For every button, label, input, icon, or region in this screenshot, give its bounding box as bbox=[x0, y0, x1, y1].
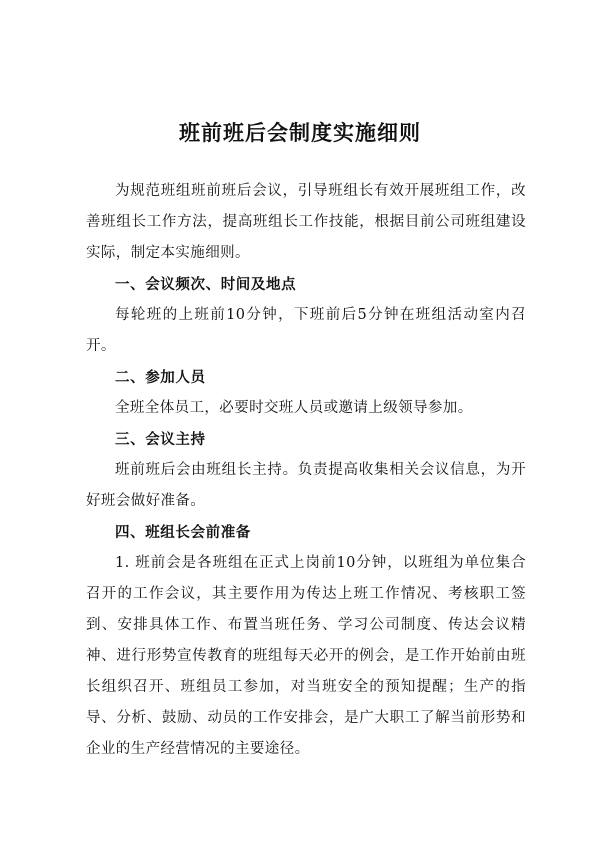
section-text-attendees: 全班全体员工，必要时交班人员或邀请上级领导参加。 bbox=[115, 400, 473, 416]
section-heading-attendees: 二、参加人员 bbox=[115, 369, 206, 386]
section-text-preparation: 1. 班前会是各班组在正式上岗前10分钟，以班组为单位集合召开的工作会议，其主要作用为传达上班工作情况、考核职工签到、安排具体工作、布置当班任务、学习公司制度、传达会议精神、进行形势宣传教育的班组每天必开的例会，是工作开始前由班长组织召开、班组员工参加，对当班安全的预知提醒；生产的指导、分析、鼓励、动员的工作安排会，是广大职工了解当前形势和企业的生产经营情况的主要途径。 bbox=[86, 555, 526, 757]
document-body bbox=[86, 176, 526, 765]
section-heading-preparation: 四、班组长会前准备 bbox=[115, 524, 251, 541]
document-title: 班前班后会制度实施细则 bbox=[179, 120, 421, 145]
section-heading-host: 三、会议主持 bbox=[115, 431, 206, 448]
intro-paragraph: 为规范班组班前班后会议，引导班组长有效开展班组工作，改善班组长工作方法，提高班组长工作技能，根据目前公司班组建设实际，制定本实施细则。 bbox=[86, 183, 526, 261]
section-heading-frequency: 一、会议频次、时间及地点 bbox=[115, 276, 297, 293]
section-text-frequency: 每轮班的上班前10分钟，下班前后5分钟在班组活动室内召开。 bbox=[86, 307, 526, 354]
section-text-host: 班前班后会由班组长主持。负责提高收集相关会议信息，为开好班会做好准备。 bbox=[86, 462, 526, 509]
